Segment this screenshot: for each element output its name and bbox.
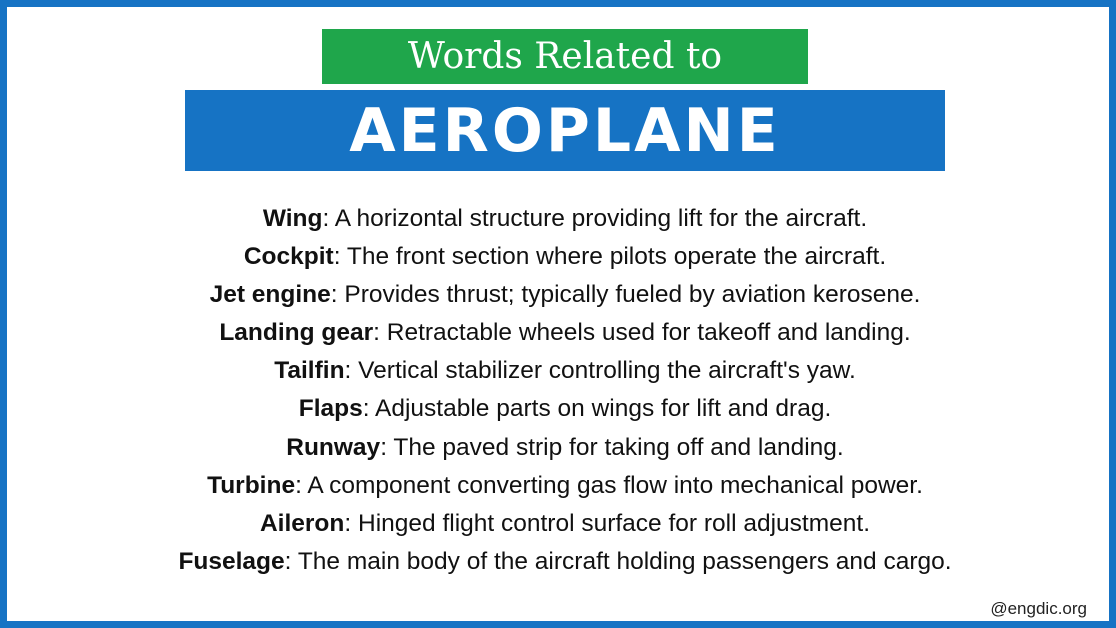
term-row: [27, 314, 1103, 352]
term-row: [27, 352, 1103, 390]
term-word: Tailfin: [274, 357, 345, 385]
term-separator: :: [373, 319, 380, 347]
term-definition: Provides thrust; typically fueled by aviation kerosene.: [337, 281, 921, 309]
term-row: [27, 238, 1103, 276]
term-word: Runway: [286, 433, 381, 461]
term-definition: A component converting gas flow into mechanical power.: [301, 471, 923, 499]
term-word: Wing: [262, 205, 323, 232]
term-separator: :: [333, 243, 341, 271]
term-row: [27, 200, 1103, 238]
term-separator: :: [295, 471, 302, 499]
term-word: Cockpit: [243, 243, 334, 271]
term-word: Aileron: [259, 509, 345, 537]
term-separator: :: [380, 433, 387, 461]
term-definition: A horizontal structure providing lift for the aircraft.: [329, 205, 868, 232]
terms-list: [27, 200, 1103, 581]
term-separator: :: [284, 547, 292, 575]
term-row: [27, 505, 1103, 543]
subtitle-banner: [322, 29, 808, 84]
term-definition: The paved strip for taking off and landing.: [387, 433, 844, 461]
term-separator: :: [330, 281, 338, 309]
term-definition: The front section where pilots operate the aircraft.: [340, 243, 887, 271]
page-title: AEROPLANE: [349, 95, 781, 166]
watermark: @engdic.org: [990, 599, 1087, 618]
term-word: Jet engine: [209, 281, 331, 309]
term-separator: :: [362, 395, 370, 423]
term-definition: The main body of the aircraft holding passengers and cargo.: [291, 547, 952, 575]
term-word: Fuselage: [178, 547, 285, 575]
term-row: [27, 390, 1103, 428]
term-row: [27, 429, 1103, 467]
term-word: Flaps: [298, 395, 363, 423]
term-separator: :: [344, 509, 352, 537]
term-definition: Adjustable parts on wings for lift and drag.: [369, 395, 832, 423]
term-row: [27, 543, 1103, 581]
term-definition: Hinged flight control surface for roll adjustment.: [351, 509, 871, 537]
term-definition: Vertical stabilizer controlling the aircraft's yaw.: [351, 357, 856, 385]
term-word: Turbine: [207, 471, 296, 499]
term-row: [27, 467, 1103, 505]
term-definition: Retractable wheels used for takeoff and landing.: [379, 319, 911, 347]
term-separator: :: [322, 205, 330, 232]
term-row: [27, 276, 1103, 314]
term-separator: :: [344, 357, 352, 385]
subtitle-text: Words Related to: [407, 35, 723, 77]
term-word: Landing gear: [219, 319, 374, 347]
title-banner: [185, 90, 945, 171]
